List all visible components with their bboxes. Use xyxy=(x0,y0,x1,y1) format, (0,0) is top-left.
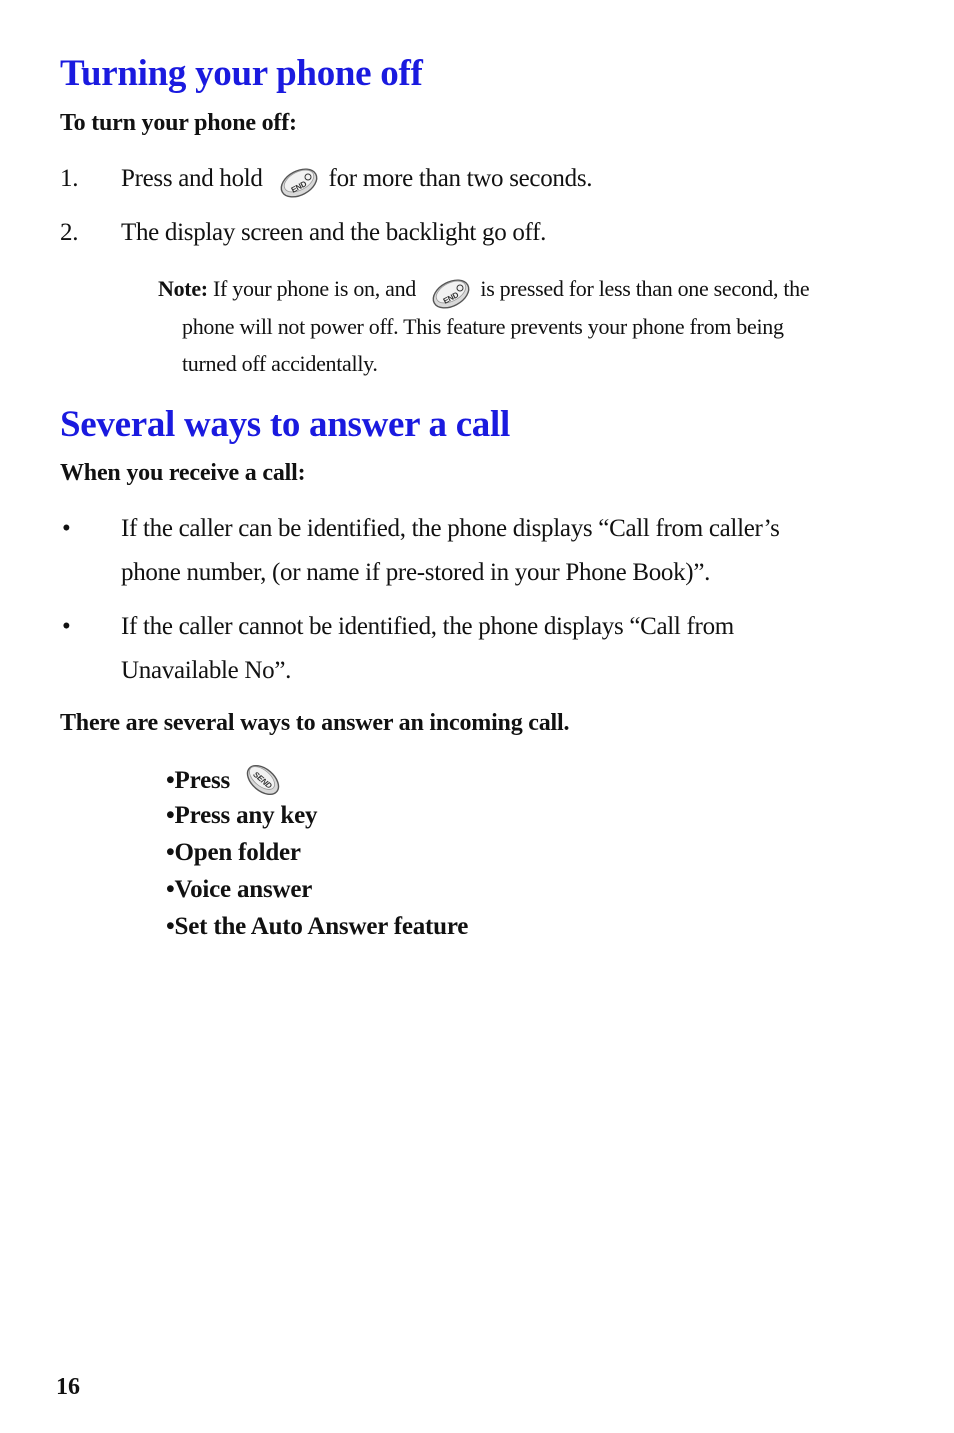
step-text-before: Press and hold xyxy=(121,165,263,192)
note-line-2: phone will not power off. This feature prevents your phone from being xyxy=(182,313,784,339)
subheading-receive-call: When you receive a call: xyxy=(60,460,306,486)
end-key-label: END xyxy=(441,290,461,306)
ways-item: •Open folder xyxy=(166,839,301,866)
note-line-1 xyxy=(158,270,888,308)
subheading-turn-off: To turn your phone off: xyxy=(60,110,297,136)
ways-item: •Set the Auto Answer feature xyxy=(166,913,469,940)
page-number: 16 xyxy=(56,1374,80,1400)
note-text-before: If your phone is on, and xyxy=(213,276,416,301)
step-text xyxy=(121,157,900,201)
ways-item-text: •Press xyxy=(166,767,231,794)
bullet-line-2: Unavailable No”. xyxy=(121,657,292,684)
bullet-mark: • xyxy=(62,613,71,640)
ways-heading: There are several ways to answer an incoming call. xyxy=(60,710,570,736)
section-title-answer-call: Several ways to answer a call xyxy=(60,404,510,445)
bullet-mark: • xyxy=(62,515,71,542)
bullet-line-1: If the caller can be identified, the phone displays “Call from caller’s xyxy=(121,515,780,542)
send-key-label: SEND xyxy=(251,769,274,791)
ways-list xyxy=(166,760,468,945)
ways-item: •Voice answer xyxy=(166,876,313,903)
bullet-text xyxy=(121,507,900,595)
note-line-3: turned off accidentally. xyxy=(182,350,378,376)
step-number: 1. xyxy=(60,165,79,192)
step-text: The display screen and the backlight go off. xyxy=(121,219,547,246)
end-key-icon xyxy=(277,163,317,197)
note-text-after: is pressed for less than one second, the xyxy=(480,276,810,301)
step-text-after: for more than two seconds. xyxy=(328,165,593,192)
end-key-label: END xyxy=(289,179,308,196)
bullet-line-2: phone number, (or name if pre-stored in your Phone Book)”. xyxy=(121,559,711,586)
section-title-turning-off: Turning your phone off xyxy=(60,53,423,94)
note-label: Note: xyxy=(158,276,208,301)
ways-item: •Press any key xyxy=(166,802,318,829)
bullet-text xyxy=(121,605,900,693)
bullet-line-1: If the caller cannot be identified, the phone displays “Call from xyxy=(121,613,734,640)
ways-item-press xyxy=(166,760,468,797)
send-key-icon xyxy=(242,760,282,796)
end-key-icon xyxy=(429,274,469,308)
step-number: 2. xyxy=(60,219,79,246)
note-block xyxy=(158,270,888,382)
